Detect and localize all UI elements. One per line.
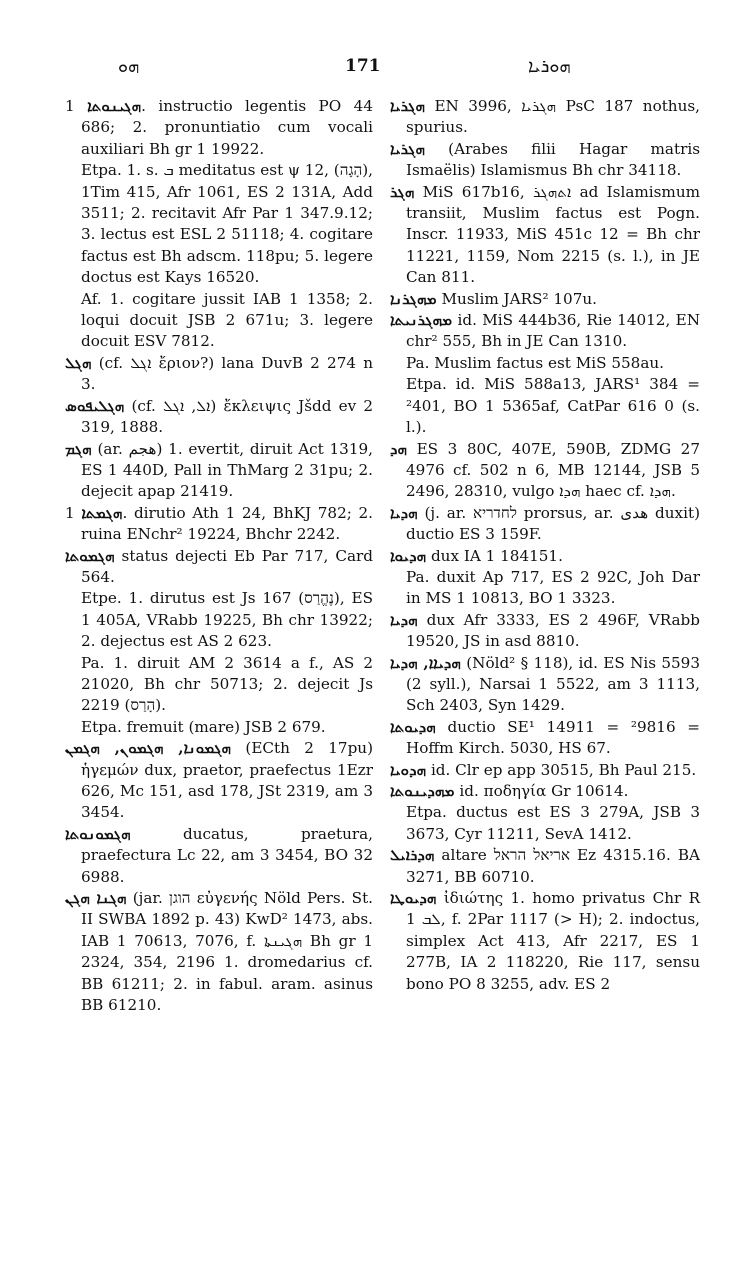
entry-r14 xyxy=(390,760,700,781)
headword: ܗܕܝܘܬܐ xyxy=(390,717,436,736)
entry-r9 xyxy=(390,546,700,567)
headword: ܗܓܡܘܢܘܬܐ xyxy=(65,824,131,843)
headword: ܡܗܕܝܢܘܬܐ xyxy=(390,782,455,800)
entry-text: status dejecti Eb Par 717, Card 564. xyxy=(81,546,373,586)
entry-11 xyxy=(65,738,373,824)
entry-7 xyxy=(65,546,373,589)
headword: ܗܓܡܬܐ xyxy=(81,503,123,522)
entry-text: 1. instructio legentis PO 44 686; 2. pronuntiatio cum vocali auxiliari Bh gr 1 19922. xyxy=(65,97,373,158)
entry-text: 1. dirutio Ath 1 24, BhKJ 782; 2. ruina ENchr² 19224, Bhchr 2242. xyxy=(65,503,373,544)
entry-r0 xyxy=(390,96,700,139)
entry-r15 xyxy=(390,781,700,802)
headword: ܗܕܘܝܐ xyxy=(390,760,427,779)
headword: ܗܕܝܘܐ xyxy=(390,546,427,565)
headword: ܗܓܠ xyxy=(65,353,92,372)
entry-r16 xyxy=(390,802,700,845)
headword: ܗܓܝܢܘܬܐ xyxy=(87,97,142,115)
entry-text: (ar. هجم) 1. evertit, diruit Act 1319, ES 1 440D, Pall in ThMarg 2 31pu; 2. dejecit apap 21419. xyxy=(81,439,373,501)
headword: ܗܕܝܐ xyxy=(390,503,418,522)
entry-text: altare אריאל הראל Ez 4315.16. BA 3271, BB 60710. xyxy=(406,846,700,886)
headword: ܗܓܠܝܦܘܣ xyxy=(65,396,125,415)
entry-r4 xyxy=(390,310,700,353)
entry-4 xyxy=(65,396,373,439)
right-column xyxy=(390,96,700,995)
entry-text: Pa. Muslim factus est MiS 558au. xyxy=(406,353,665,372)
entry-8 xyxy=(65,588,373,652)
entry-5 xyxy=(65,439,373,503)
entry-r18 xyxy=(390,888,700,995)
entry-1 xyxy=(65,160,373,288)
headword: ܗܓܢܐ ܗܓܢ xyxy=(65,889,127,908)
entry-text: (cf. ܐܠ, ܐܓܠ) ἔκλειψις Jšdd ev 2 319, 1888. xyxy=(81,396,374,437)
entry-text: id. Clr ep app 30515, Bh Paul 215. xyxy=(430,760,697,779)
entry-text: Etpa. id. MiS 588a13, JARS¹ 384 = ²401, BO 1 5365af, CatPar 616 0 (s. l.). xyxy=(406,375,700,437)
entry-r3 xyxy=(390,289,700,310)
entry-text: (jar. הוגן εὐγενής Nöld Pers. St. II SWBA 1892 p. 43) KwD² 1473, abs. IAB 1 70613, 7076, f. ܗܓܝܢܬܐ Bh gr 1 2324, 354, 2196 1. dromedarius cf. BB 61211; 2. in fabul. aram. asinus BB 61210. xyxy=(81,889,373,1015)
headword: ܗܕܪܐܝܠ xyxy=(390,846,435,865)
entry-text: ducatus, praetura, praefectura Lc 22, am 3 3454, BO 32 6988. xyxy=(81,824,374,886)
entry-r8 xyxy=(390,503,700,546)
entry-text: dux IA 1 184151. xyxy=(430,546,563,565)
entry-3 xyxy=(65,353,373,396)
right-running-head: ܗܘܪܝܐ xyxy=(528,56,571,77)
left-running-head: ܗܘ xyxy=(118,56,140,77)
entry-text: id. MiS 444b36, Rie 14012, EN chr² 555, Bh in JE Can 1310. xyxy=(406,311,700,351)
entry-text: Af. 1. cogitare jussit IAB 1 1358; 2. loqui docuit JSB 2 671u; 3. legere docuit ESV 7812. xyxy=(81,289,373,351)
headword: ܗܓܪܝܐ xyxy=(390,97,425,115)
entry-r1 xyxy=(390,139,700,182)
headword: ܗܓܪ xyxy=(390,182,415,201)
entry-text: ἰδιώτης 1. homo privatus Chr R ܠܒ 1, f. 2Par 1117 (> H); 2. indoctus, simplex Act 413, Afr 2217, ES 1 277B, IA 2 118220, Rie 117, sensu bono PO 8 3255, adv. ES 2 xyxy=(406,889,700,993)
entry-r5 xyxy=(390,353,700,374)
entry-r12 xyxy=(390,653,700,717)
entry-r10 xyxy=(390,567,700,610)
headword: ܗܓܪܝܐ xyxy=(390,139,425,158)
entry-r17 xyxy=(390,845,700,888)
entry-r6 xyxy=(390,374,700,438)
headword: ܗܓܡܘܬܐ xyxy=(65,546,115,565)
headword: ܗܕܝܐ xyxy=(390,610,418,629)
page-number: 171 xyxy=(345,56,381,76)
headword: ܗܕܝܐܐ, ܗܕܝܐ xyxy=(390,653,461,672)
entry-13 xyxy=(65,888,373,1016)
entry-r7 xyxy=(390,439,700,503)
headword: ܗܓܡܘܢܐ, ܗܓܡܘܢ, ܗܓܡܢ xyxy=(65,739,232,758)
entry-text: ductio SE¹ 14911 = ²9816 = Hoffm Kirch. 5030, HS 67. xyxy=(406,717,700,758)
entry-text: Etpa. ductus est ES 3 279A, JSB 3 3673, Cyr 11211, SevA 1412. xyxy=(406,803,700,843)
entry-text: EN 3996, ܗܓܪܝܐ PsC 187 nothus, spurius. xyxy=(406,97,700,137)
entry-text: id. ποδηγία Gr 10614. xyxy=(459,782,629,800)
headword: ܗܕܝܘܛܐ xyxy=(390,889,437,908)
entry-12 xyxy=(65,824,373,888)
entry-text: (Nöld² § 118), id. ES Nis 5593 (2 syll.), Narsai 1 5522, am 3 1113, Sch 2403, Syn 1429. xyxy=(406,653,701,715)
entry-text: dux Afr 3333, ES 2 496F, VRabb 19520, JS in asd 8810. xyxy=(406,610,700,651)
entry-text: Etpe. 1. dirutus est Js 167 (נֶהֱרַס), ES 1 405A, VRabb 19225, Bh chr 13922; 2. dejectus est AS 2 623. xyxy=(81,589,373,651)
headword: ܡܗܓܪܢܐ xyxy=(390,289,437,308)
entry-9 xyxy=(65,653,373,717)
entry-text: (Arabes filii Hagar matris Ismaëlis) Islamismus Bh chr 34118. xyxy=(406,139,700,180)
entry-text: Muslim JARS² 107u. xyxy=(441,289,597,308)
headword: ܗܕ xyxy=(390,439,408,458)
entry-text: Etpa. 1. s. ܒ meditatus est ψ 12, (הָגָה), 1Tim 415, Afr 1061, ES 2 131A, Add 3511; 2. recitavit Afr Par 1 347.9.12; 3. lectus est ESL 2 51118; 4. cogitare factus est Bh adscm. 118pu; 5. legere doctus est Kays 16520. xyxy=(81,161,373,287)
entry-text: ES 3 80C, 407E, 590B, ZDMG 27 4976 cf. 502 n 6, MB 12144, JSB 5 2496, 28310, vulgo ܗܕܐ haec cf. ܗܕܐ. xyxy=(406,439,701,501)
entry-0 xyxy=(65,96,373,160)
entry-text: (ECth 2 17pu) ἡγεμών dux, praetor, praefectus 1Ezr 626, Mc 151, asd 178, JSt 2319, am 3 3454. xyxy=(81,739,373,822)
entry-text: Pa. 1. diruit AM 2 3614 a f., AS 2 21020, Bh chr 50713; 2. dejecit Js 2219 (הָרַס). xyxy=(81,653,373,715)
entry-text: (j. ar. לחדריא prorsus, ar. هدى duxit) ductio ES 3 159F. xyxy=(406,503,700,544)
entry-2 xyxy=(65,289,373,353)
entry-text: (cf. ܐܓܠ ἔριον?) lana DuvB 2 274 n 3. xyxy=(81,353,373,394)
headword: ܡܗܓܪܢܝܬܐ xyxy=(390,311,453,330)
entry-10 xyxy=(65,717,373,738)
entry-r13 xyxy=(390,717,700,760)
entry-text: MiS 617b16, ܐܬܗܓܪ ad Islamismum transiit, Muslim factus est Pogn. Inscr. 11933, MiS 451c 12 = Bh chr 11221, 1159, Nom 2215 (s. l.), in JE Can 811. xyxy=(406,182,701,287)
entry-r2 xyxy=(390,182,700,289)
headword: ܗܓܡ xyxy=(65,439,92,458)
entry-r11 xyxy=(390,610,700,653)
entry-text: Pa. duxit Ap 717, ES 2 92C, Joh Dar in MS 1 10813, BO 1 3323. xyxy=(406,567,700,608)
entry-text: Etpa. fremuit (mare) JSB 2 679. xyxy=(81,717,326,736)
entry-6 xyxy=(65,503,373,546)
left-column xyxy=(65,96,373,1016)
running-head xyxy=(0,56,750,86)
